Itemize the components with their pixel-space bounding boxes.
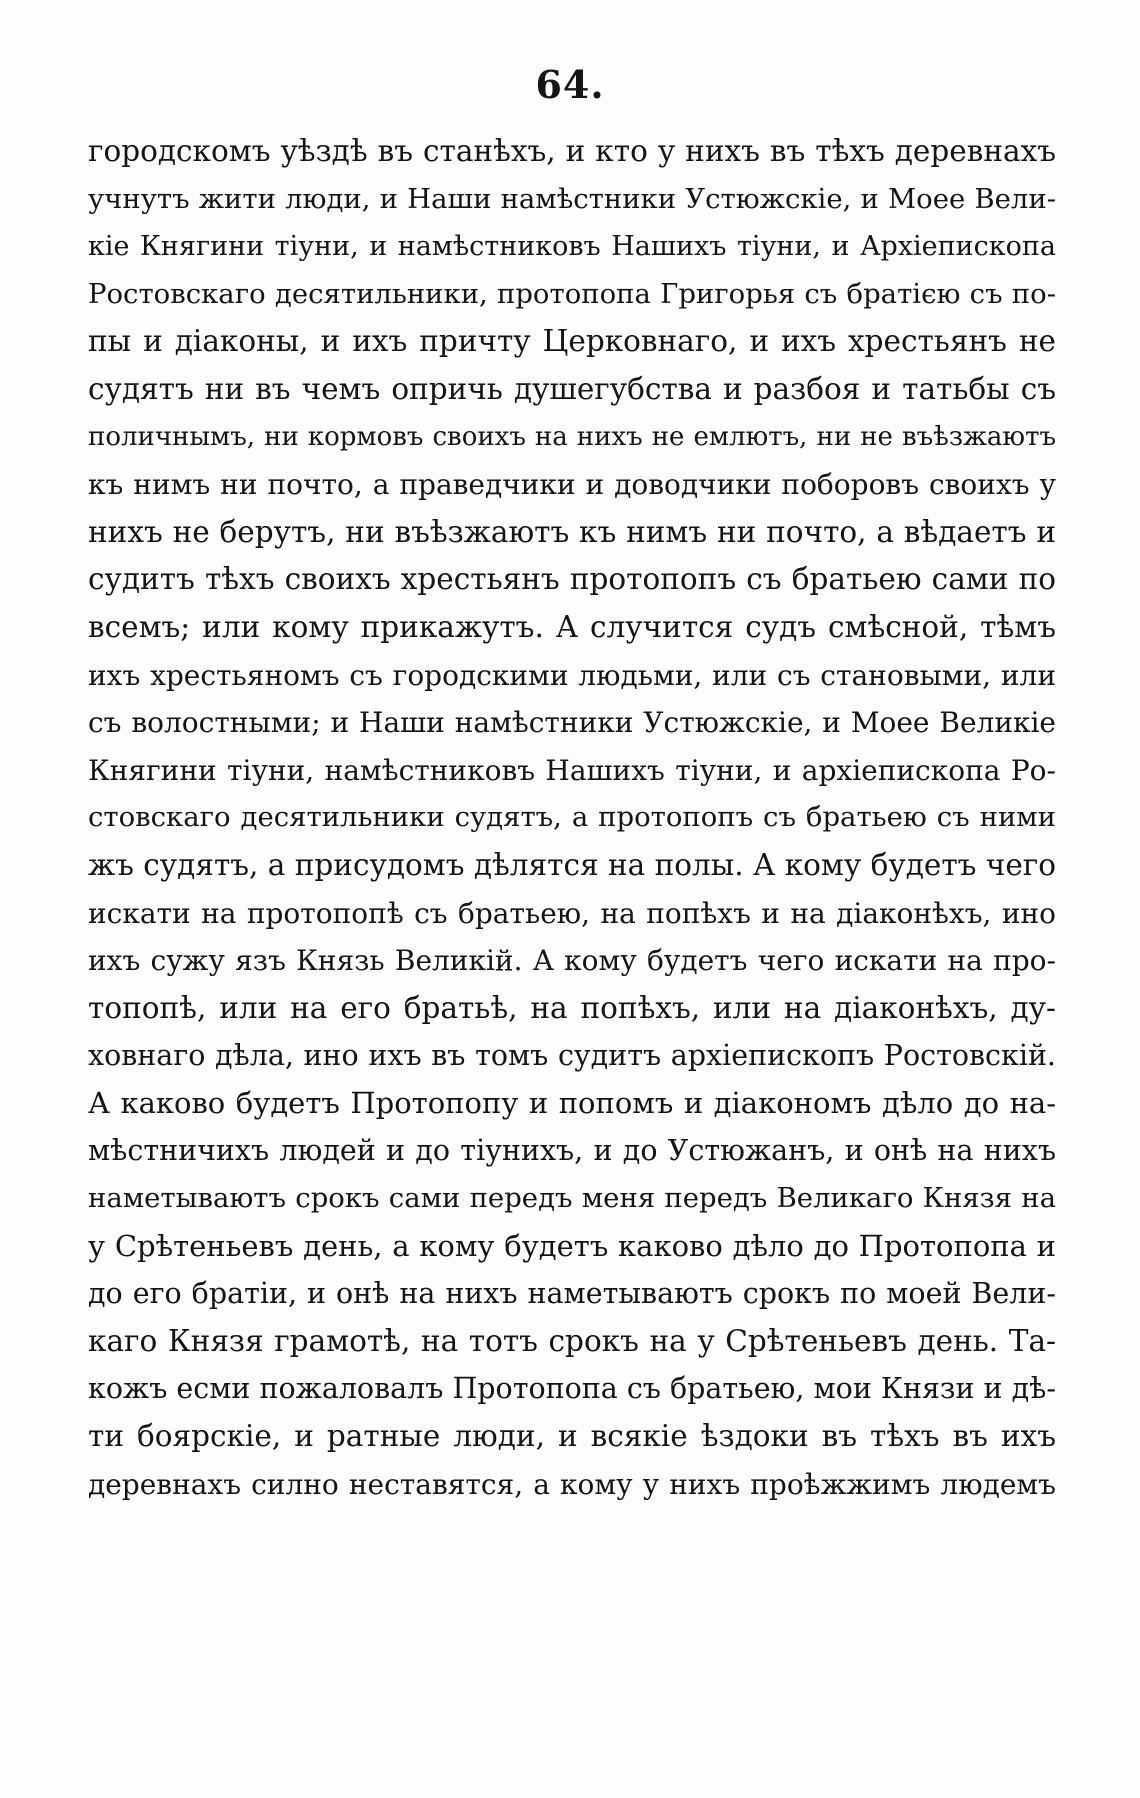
text-line: ховнаго дѣла, ино ихъ въ томъ судитъ архіепископъ Ростовскій. xyxy=(88,1039,1056,1073)
text-line: съ волостными; и Наши намѣстники Устюжскіе, и Моее Великіе xyxy=(88,706,1056,740)
text-line: ти боярскіе, и ратные люди, и всякіе ѣздоки въ тѣхъ въ ихъ xyxy=(88,1419,1056,1454)
text-line: топопѣ, или на его братьѣ, на попѣхъ, или на діаконѣхъ, ду- xyxy=(88,990,1056,1025)
text-line: Ростовскаго десятильники, протопопа Григорья съ братією съ по- xyxy=(88,277,1056,310)
text-line: стовскаго десятильники судятъ, а протопопъ съ братьею съ ними xyxy=(88,801,1056,834)
text-line: учнутъ жити люди, и Наши намѣстники Устюжскіе, и Моее Вели- xyxy=(88,182,1056,215)
text-line: мѣстничихъ людей и до тіунихъ, и до Устюжанъ, и онѣ на нихъ xyxy=(88,1134,1056,1168)
text-line: до его братіи, и онѣ на нихъ наметываютъ срокъ по моей Вели- xyxy=(88,1277,1056,1311)
text-line: судитъ тѣхъ своихъ хрестьянъ протопопъ съ братьею сами по xyxy=(88,562,1056,597)
text-line: кіе Княгини тіуни, и намѣстниковъ Нашихъ тіуни, и Архіепископа xyxy=(88,231,1056,263)
text-line: Княгини тіуни, намѣстниковъ Нашихъ тіуни, и архіепископа Ро- xyxy=(88,753,1056,787)
text-line: жъ судятъ, а присудомъ дѣлятся на полы. А кому будетъ чего xyxy=(88,847,1056,882)
text-line: ихъ сужу язъ Князь Великій. А кому будетъ чего искати на про- xyxy=(88,944,1056,978)
text-line: судятъ ни въ чемъ опричь душегубства и разбоя и татьбы съ xyxy=(88,371,1056,406)
text-line: А каково будетъ Протопопу и попомъ и діакономъ дѣло до на- xyxy=(88,1085,1056,1120)
text-line: нихъ не берутъ, ни въѣзжаютъ къ нимъ ни почто, а вѣдаетъ и xyxy=(88,514,1056,549)
text-line: деревнахъ силно неставятся, а кому у нихъ проѣжжимъ людемъ xyxy=(88,1467,1056,1501)
text-line: искати на протопопѣ съ братьею, на попѣхъ и на діаконѣхъ, ино xyxy=(88,896,1056,930)
text-line: городскомъ уѣздѣ въ станѣхъ, и кто у нихъ въ тѣхъ деревнахъ xyxy=(88,134,1056,168)
text-line: всемъ; или кому прикажутъ. А случится судъ смѣсной, тѣмъ xyxy=(88,609,1056,644)
text-line: наметываютъ срокъ сами передъ меня передъ Великаго Князя на xyxy=(88,1182,1056,1215)
body-text xyxy=(88,128,1056,1508)
text-line: поличнымъ, ни кормовъ своихъ на нихъ не емлютъ, ни не въѣзжаютъ xyxy=(88,421,1056,452)
page-number: 64. xyxy=(535,62,605,107)
text-line: ихъ хрестьяномъ съ городскими людьми, или съ становыми, или xyxy=(88,658,1056,692)
text-line: пы и діаконы, и ихъ причту Церковнаго, и ихъ хрестьянъ не xyxy=(88,324,1056,359)
text-line: у Срѣтеньевъ день, а кому будетъ каково дѣло до Протопопа и xyxy=(88,1228,1056,1263)
text-line: кожъ есми пожаловалъ Протопопа съ братьею, мои Князи и дѣ- xyxy=(88,1372,1056,1406)
text-line: каго Князя грамотѣ, на тотъ срокъ на у Срѣтеньевъ день. Та- xyxy=(88,1323,1056,1358)
text-line: къ нимъ ни почто, а праведчики и доводчики поборовъ своихъ у xyxy=(88,468,1056,502)
